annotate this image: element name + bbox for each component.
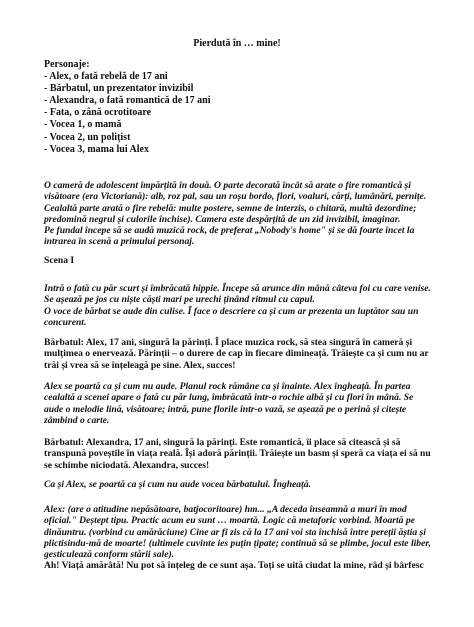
character-item: - Bărbatul, un prezentator invizibil bbox=[44, 83, 194, 95]
stage-direction: Alex se poartă ca și cum nu aude. Planul rock rămâne ca și înainte. Alex îngheață. În partea cealaltă a scenei apare o fată cu păr lung, îmbrăcată într-o rochie albă și cu flori în mână. Se aude o melodie lină, visătoare; intră, pune florile într-o vază, se așează pe o perină și citește zâmbind o carte. bbox=[44, 381, 414, 426]
stage-direction: Ca și Alex, se poartă ca și cum nu aude vocea bărbatului. Îngheață. bbox=[44, 479, 311, 490]
stage-direction bbox=[44, 283, 434, 328]
character-item: - Alex, o fată rebelă de 17 ani bbox=[44, 71, 168, 83]
character-list-heading: Personaje: bbox=[44, 59, 90, 70]
character-item: - Fata, o zână ocrotitoare bbox=[44, 107, 152, 119]
scene-heading: Scena I bbox=[44, 255, 75, 266]
stage-direction-intro bbox=[44, 180, 434, 248]
document-title: Pierdută în … mine! bbox=[193, 38, 281, 49]
stage-direction-paragraph: Intră o fată cu păr scurt și îmbrăcată hippie. Începe să arunce din mână câteva foi cu care venise. Se așează pe jos cu niște căști mari pe urechi ținând ritmul cu capul. bbox=[44, 283, 431, 306]
character-list bbox=[44, 59, 210, 156]
dialogue-line: Ah! Viață amărâtă! Nu pot să înțeleg de ce sunt așa. Toți se uită ciudat la mine, râd și bârfesc bbox=[44, 560, 424, 572]
dialogue-paragraph bbox=[44, 504, 434, 572]
stage-direction-paragraph: Pe fundal începe să se audă muzică rock, de preferat „Nobody's home" și se dă foarte încet la intrarea în scenă a primului personaj. bbox=[44, 225, 415, 248]
character-item: - Vocea 1, o mamă bbox=[44, 119, 122, 131]
character-item: - Alexandra, o fată romantică de 17 ani bbox=[44, 95, 211, 107]
dialogue-line: Alex: (are o atitudine nepăsătoare, batjocoritoare) hm... „A deceda înseamnă a muri în mod oficial." Deștept tipu. Practic acum eu sunt … moartă. Logic că metaforic vorbind. Moartă pe dinăuntru. (vorbind cu amărăciune) Cine ar fi zis că la 17 ani voi sta închisă între pereții ăștia și plictisindu-mă de moarte! (ultimele cuvinte ies puțin țipate; continuă să se plimbe, jocul este liber, gesticulează conform stării sale). bbox=[44, 504, 431, 561]
character-item: - Vocea 3, mama lui Alex bbox=[44, 143, 149, 155]
dialogue-paragraph: Bărbatul: Alex, 17 ani, singură la părinți. Î place muzica rock, să stea singură în cameră și mulțimea o enervează. Părinții – o durere de cap în fiecare dimineață. Trăiește ca și cum nu ar trăi și vrea să se înțeleagă pe sine. Alex, succes! bbox=[44, 337, 429, 371]
dialogue-paragraph: Bărbatul: Alexandra, 17 ani, singură la părinți. Este romantică, îi place să citească și să transpună poveștile în viața reală. Își adoră părinții. Trăiește un basm și speră ca viața ei să nu se schimbe niciodată. Alexandra, succes! bbox=[44, 437, 431, 471]
stage-direction-paragraph: O voce de bărbat se aude din culise. Î face o descriere ca și cum ar prezenta un luptător sau un concurent. bbox=[44, 305, 419, 328]
character-item: - Vocea 2, un polițist bbox=[44, 131, 131, 143]
stage-direction-paragraph: O cameră de adolescent împărțită în două. O parte decorată încât să arate o fire romantică și visătoare (era Victoriană): alb, roz pal, sau un roșu bordo, flori, voaluri, cărți, lumânări, pernițe. Cealaltă parte arată o fire rebelă: multe postere, semne de interzis, o chitară, multă dezordine; predomină negrul și culorile închise). Camera este despărțită de un zid invizibil, imaginar. bbox=[44, 180, 427, 225]
